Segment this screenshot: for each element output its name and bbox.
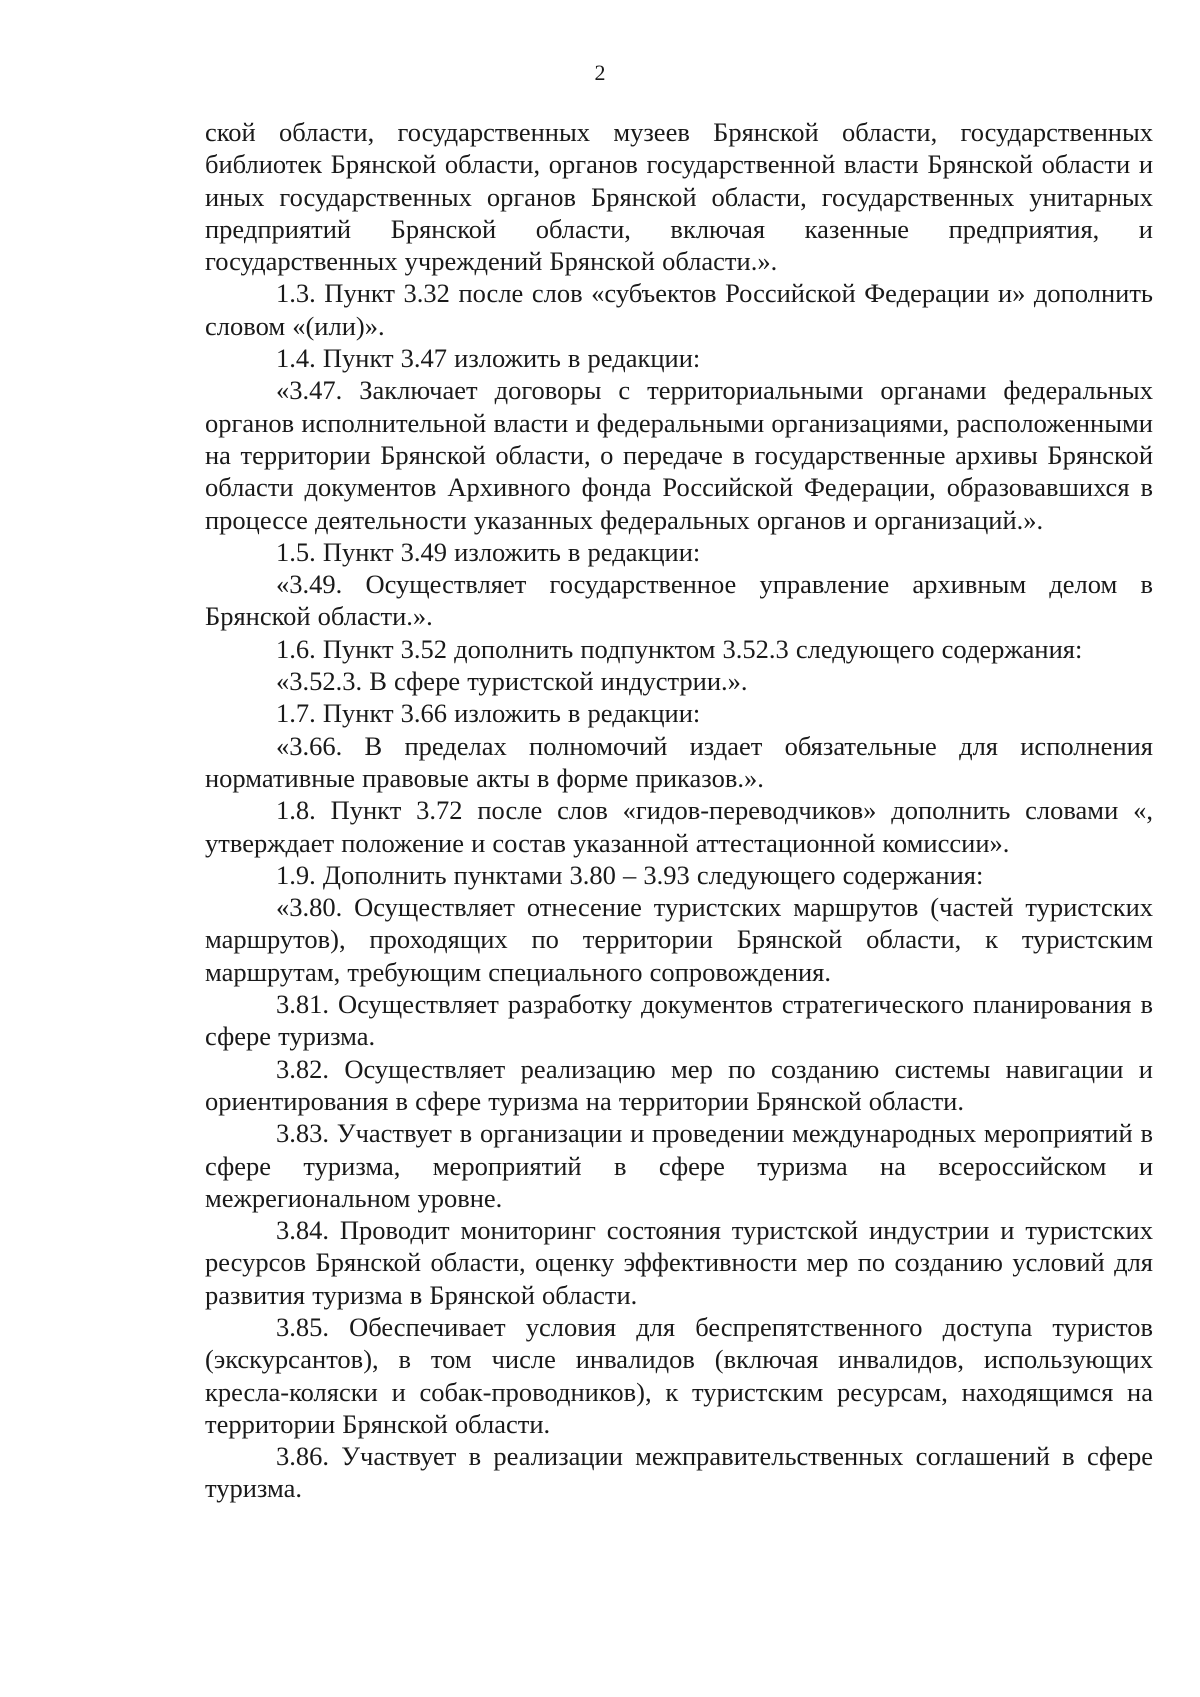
paragraph: 3.86. Участвует в реализации межправительственных соглашений в сфере туризма.: [205, 1441, 1153, 1504]
paragraph: 1.7. Пункт 3.66 изложить в редакции:: [276, 698, 701, 729]
paragraph: 3.82. Осуществляет реализацию мер по созданию системы навигации и ориентирования в сфере туризма на территории Брянской области.: [205, 1053, 1153, 1116]
paragraph: 3.85. Обеспечивает условия для беспрепятственного доступа туристов (экскурсантов), в том числе инвалидов (включая инвалидов, использующих кресла-коляски и собак-проводников), к туристским ресурсам, находящимся на территории Брянской области.: [205, 1311, 1153, 1439]
document-body: [205, 116, 1153, 1505]
paragraph: 1.9. Дополнить пунктами 3.80 – 3.93 следующего содержания:: [276, 859, 984, 890]
paragraph: «3.47. Заключает договоры с территориальными органами федеральных органов исполнительной власти и федеральными организациями, расположенными на территории Брянской области, о передаче в государственные архивы Брянской области документов Архивного фонда Российской Федерации, образовавшихся в процессе деятельности указанных федеральных органов и организаций.».: [205, 375, 1153, 535]
paragraph: 1.6. Пункт 3.52 дополнить подпунктом 3.52.3 следующего содержания:: [276, 633, 1083, 664]
paragraph: «3.52.3. В сфере туристской индустрии.».: [276, 666, 748, 697]
paragraph: ской области, государственных музеев Брянской области, государственных библиотек Брянской области, органов государственной власти Брянской области и иных государственных органов Брянской области, государственных унитарных предприятий Брянской области, включая казенные предприятия, и государственных учреждений Брянской области.».: [205, 117, 1153, 277]
paragraph: «3.49. Осуществляет государственное управление архивным делом в Брянской области.».: [205, 569, 1153, 632]
paragraph: 3.81. Осуществляет разработку документов стратегического планирования в сфере туризма.: [205, 989, 1153, 1052]
paragraph: «3.66. В пределах полномочий издает обязательные для исполнения нормативные правовые акты в форме приказов.».: [205, 730, 1153, 793]
paragraph: 1.3. Пункт 3.32 после слов «субъектов Российской Федерации и» дополнить словом «(или)».: [205, 278, 1153, 341]
paragraph: «3.80. Осуществляет отнесение туристских маршрутов (частей туристских маршрутов), проходящих по территории Брянской области, к туристским маршрутам, требующим специального сопровождения.: [205, 892, 1153, 987]
page-number: 2: [594, 60, 606, 85]
paragraph: 1.4. Пункт 3.47 изложить в редакции:: [276, 343, 701, 374]
paragraph: 1.8. Пункт 3.72 после слов «гидов-переводчиков» дополнить словами «, утверждает положение и состав указанной аттестационной комиссии».: [205, 795, 1153, 858]
paragraph: 3.83. Участвует в организации и проведении международных мероприятий в сфере туризма, мероприятий в сфере туризма на всероссийском и межрегиональном уровне.: [205, 1118, 1153, 1213]
paragraph: 3.84. Проводит мониторинг состояния туристской индустрии и туристских ресурсов Брянской области, оценку эффективности мер по созданию условий для развития туризма в Брянской области.: [205, 1215, 1153, 1310]
paragraph: 1.5. Пункт 3.49 изложить в редакции:: [276, 536, 701, 567]
